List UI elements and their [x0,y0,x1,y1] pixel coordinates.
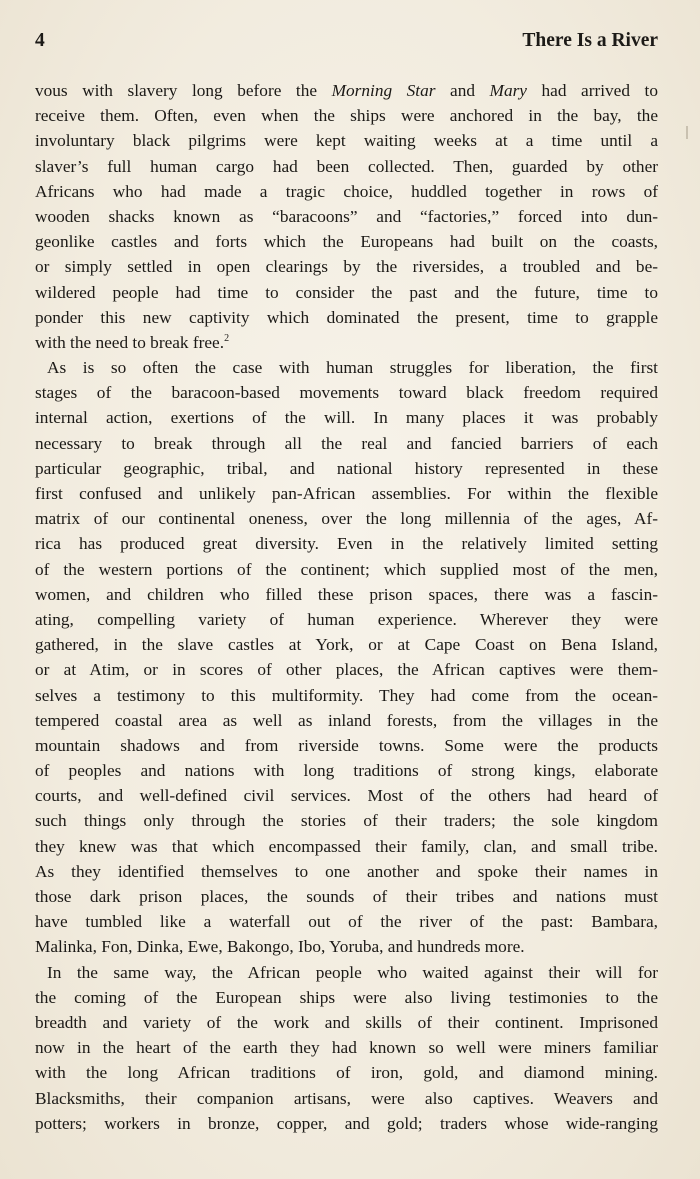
text-line [35,632,658,657]
text-segment: breadth and variety of the work and skills of their continent. Imprisoned [35,1012,658,1032]
text-segment: wooden shacks known as “baracoons” and “factories,” forced into dun- [35,206,658,226]
text-segment: Blacksmiths, their companion artisans, were also captives. Weavers and [35,1088,658,1108]
text-segment: selves a testimony to this multiformity. They had come from the ocean- [35,685,658,705]
text-line [35,179,658,204]
text-segment: ponder this new captivity which dominated the present, time to grapple [35,307,658,327]
text-line [35,456,658,481]
text-line [35,154,658,179]
text-segment: of peoples and nations with long traditions of strong kings, elaborate [35,761,658,781]
text-segment: had arrived to [526,81,658,100]
text-line [35,305,658,330]
text-segment: As is so often the case with human struggles for liberation, the first [47,358,658,378]
text-segment: and [435,81,490,100]
text-line [35,103,658,128]
text-segment: matrix of our continental oneness, over the long millennia of the ages, Af- [35,509,658,529]
text-segment: or at Atim, or in scores of other places, the African captives were them- [35,660,658,680]
text-segment: wildered people had time to consider the past and the future, time to [35,282,658,302]
text-line [35,708,658,733]
text-line [35,884,658,909]
text-line [35,758,658,783]
text-line [35,733,658,758]
text-line [35,934,658,959]
italic-title: Mary [489,81,527,100]
running-head [35,30,658,60]
text-line [35,1060,658,1085]
text-line [35,582,658,607]
text-line [35,859,658,884]
text-segment: involuntary black pilgrims were kept waiting weeks at a time until a [35,131,658,151]
text-line [35,657,658,682]
text-segment: of the western portions of the continent; which supplied most of the men, [35,559,658,579]
text-line [35,431,658,456]
text-segment: with the long African traditions of iron, gold, and diamond mining. [35,1063,658,1083]
text-segment: rica has produced great diversity. Even in the relatively limited setting [35,534,658,554]
text-segment: such things only through the stories of their traders; the sole kingdom [35,811,658,831]
text-line [35,1086,658,1111]
text-line [35,960,658,985]
text-segment: first confused and unlikely pan-African assemblies. For within the flexible [35,484,658,503]
text-segment: now in the heart of the earth they had known so well were miners familiar [35,1038,658,1058]
text-segment: stages of the baracoon-based movements toward black freedom required [35,383,658,403]
page-number: 4 [35,30,45,51]
text-line [35,254,658,279]
text-line [35,783,658,808]
text-segment: As they identified themselves to one another and spoke their names in [35,861,658,881]
running-title: There Is a River [522,30,658,51]
text-line [35,808,658,833]
footnote-marker: 2 [224,333,230,345]
text-segment: slaver’s full human cargo had been collected. Then, guarded by other [35,156,658,176]
text-line [35,1111,658,1136]
text-line [35,985,658,1010]
text-segment: with the need to break free. [35,332,225,352]
text-segment: Africans who had made a tragic choice, huddled together in rows of [35,181,658,201]
text-line [35,506,658,531]
text-segment: receive them. Often, even when the ships were anchored in the bay, the [35,106,658,126]
text-line [35,1035,658,1060]
text-segment: vous with slavery long before the [35,81,332,100]
text-segment: the coming of the European ships were also living testimonies to the [35,987,658,1007]
text-segment: tempered coastal area as well as inland forests, from the villages in the [35,710,658,730]
text-segment: those dark prison places, the sounds of their tribes and nations must [35,887,658,906]
text-line [35,834,658,859]
text-line [35,204,658,229]
margin-mark [686,126,688,139]
text-segment: courts, and well-defined civil services. Most of the others had heard of [35,786,658,806]
text-segment: Malinka, Fon, Dinka, Ewe, Bakongo, Ibo, Yoruba, and hundreds more. [35,937,525,957]
text-segment: gathered, in the slave castles at York, or at Cape Coast on Bena Island, [35,635,658,655]
text-line [35,909,658,934]
text-segment: geonlike castles and forts which the Europeans had built on the coasts, [35,232,658,252]
text-line [35,607,658,632]
text-line [35,557,658,582]
body-text [35,78,658,1136]
text-line [35,280,658,305]
text-line [35,531,658,556]
text-line [35,355,658,380]
text-segment: internal action, exertions of the will. In many places it was probably [35,408,658,428]
text-segment: or simply settled in open clearings by the riversides, a troubled and be- [35,257,658,277]
text-line [35,128,658,153]
text-segment: have tumbled like a waterfall out of the river of the past: Bambara, [35,912,658,932]
text-segment: women, and children who filled these prison spaces, there was a fascin- [35,584,658,604]
text-segment: In the same way, the African people who waited against their will for [47,962,658,982]
text-segment: potters; workers in bronze, copper, and gold; traders whose wide-ranging [35,1113,658,1133]
text-line [35,78,658,103]
text-segment: necessary to break through all the real and fancied barriers of each [35,433,658,453]
text-line [35,481,658,506]
text-line [35,405,658,430]
text-line [35,1010,658,1035]
text-line [35,229,658,254]
italic-title: Morning Star [331,81,436,100]
text-segment: particular geographic, tribal, and national history represented in these [35,458,658,478]
text-segment: ating, compelling variety of human experience. Wherever they were [35,609,658,629]
text-segment: mountain shadows and from riverside towns. Some were the products [35,735,658,755]
text-line [35,380,658,405]
text-segment: they knew was that which encompassed their family, clan, and small tribe. [35,836,658,856]
text-line [35,683,658,708]
text-line [35,330,658,355]
